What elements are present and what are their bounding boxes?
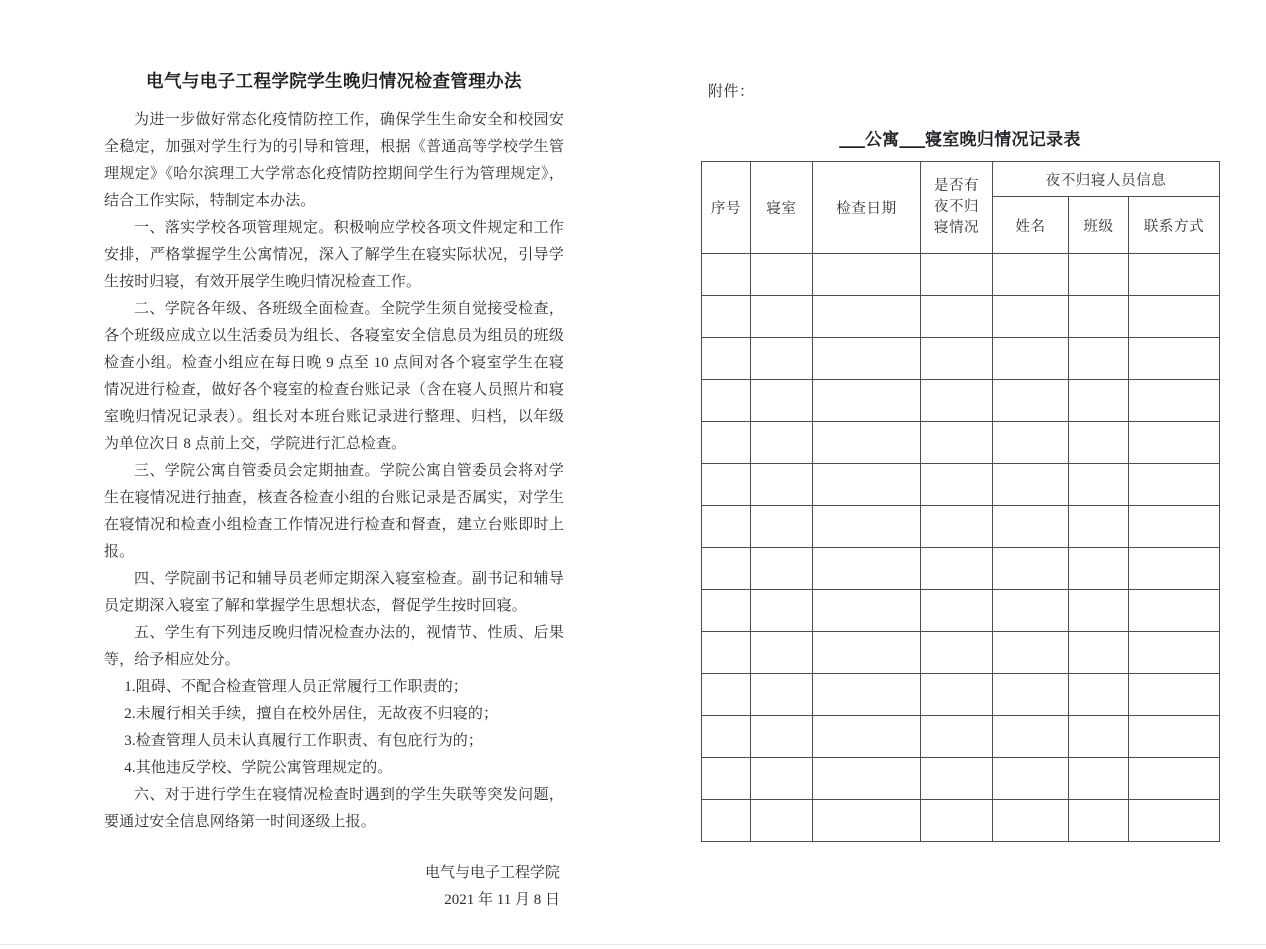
table-cell-class[interactable]	[1069, 422, 1129, 464]
table-cell-room[interactable]	[751, 632, 813, 674]
table-cell-seq[interactable]	[702, 506, 751, 548]
table-cell-class[interactable]	[1069, 716, 1129, 758]
table-row	[702, 464, 1220, 506]
late-return-record-table	[701, 161, 1220, 842]
table-cell-date[interactable]	[813, 254, 921, 296]
table-cell-date[interactable]	[813, 296, 921, 338]
table-header-class: 班级	[1069, 197, 1129, 254]
table-cell-name[interactable]	[993, 590, 1069, 632]
policy-list-item-3: 3.检查管理人员未认真履行工作职责、有包庇行为的；	[124, 733, 484, 749]
table-row	[702, 296, 1220, 338]
document-title: 电气与电子工程学院学生晚归情况检查管理办法	[146, 71, 522, 91]
table-cell-seq[interactable]	[702, 590, 751, 632]
table-cell-seq[interactable]	[702, 296, 751, 338]
form-title-word-apartment: 公寓	[864, 130, 900, 149]
table-cell-seq[interactable]	[702, 422, 751, 464]
form-title-blank-apartment: ___	[839, 130, 865, 149]
table-cell-name[interactable]	[993, 422, 1069, 464]
table-cell-absence-flag[interactable]	[921, 674, 993, 716]
table-cell-absence-flag[interactable]	[921, 800, 993, 842]
table-cell-room[interactable]	[751, 674, 813, 716]
table-cell-name[interactable]	[993, 800, 1069, 842]
policy-paragraph-3: 三、学院公寓自管委员会定期抽查。学院公寓自管委员会将对学生在寝情况进行抽查，核查各检查小组的台账记录是否属实，对学生在寝情况和检查小组检查工作情况进行检查和督查，建立台账即时上报。	[104, 463, 564, 560]
table-cell-class[interactable]	[1069, 254, 1129, 296]
table-cell-room[interactable]	[751, 380, 813, 422]
table-cell-room[interactable]	[751, 296, 813, 338]
table-cell-name[interactable]	[993, 506, 1069, 548]
table-cell-name[interactable]	[993, 380, 1069, 422]
table-cell-room[interactable]	[751, 422, 813, 464]
table-cell-seq[interactable]	[702, 338, 751, 380]
table-cell-name[interactable]	[993, 296, 1069, 338]
policy-list-item-4: 4.其他违反学校、学院公寓管理规定的。	[124, 760, 393, 776]
policy-paragraph-4: 四、学院副书记和辅导员老师定期深入寝室检查。副书记和辅导员定期深入寝室了解和掌握学生思想状态，督促学生按时回寝。	[104, 571, 564, 614]
table-cell-seq[interactable]	[702, 632, 751, 674]
table-cell-seq[interactable]	[702, 464, 751, 506]
table-cell-name[interactable]	[993, 758, 1069, 800]
table-cell-class[interactable]	[1069, 632, 1129, 674]
signature-department: 电气与电子工程学院	[424, 865, 560, 881]
table-cell-contact[interactable]	[1129, 422, 1220, 464]
table-cell-name[interactable]	[993, 632, 1069, 674]
table-cell-contact[interactable]	[1129, 254, 1220, 296]
table-cell-absence-flag[interactable]	[921, 716, 993, 758]
attachment-form-column	[690, 68, 1230, 842]
policy-document-column	[104, 68, 564, 914]
table-cell-room[interactable]	[751, 716, 813, 758]
table-cell-date[interactable]	[813, 338, 921, 380]
table-cell-date[interactable]	[813, 464, 921, 506]
policy-list-item-1: 1.阻碍、不配合检查管理人员正常履行工作职责的；	[124, 679, 468, 695]
table-header	[702, 162, 1220, 254]
table-cell-class[interactable]	[1069, 506, 1129, 548]
form-title-blank-room: ___	[899, 130, 925, 149]
table-cell-room[interactable]	[751, 464, 813, 506]
table-cell-date[interactable]	[813, 548, 921, 590]
table-cell-class[interactable]	[1069, 674, 1129, 716]
table-header-contact: 联系方式	[1129, 197, 1220, 254]
table-cell-contact[interactable]	[1129, 464, 1220, 506]
table-cell-contact[interactable]	[1129, 590, 1220, 632]
table-cell-absence-flag[interactable]	[921, 338, 993, 380]
table-cell-absence-flag[interactable]	[921, 254, 993, 296]
table-cell-date[interactable]	[813, 590, 921, 632]
table-cell-date[interactable]	[813, 758, 921, 800]
table-cell-class[interactable]	[1069, 548, 1129, 590]
table-cell-absence-flag[interactable]	[921, 548, 993, 590]
policy-paragraph-6: 六、对于进行学生在寝情况检查时遇到的学生失联等突发问题，要通过安全信息网络第一时间逐级上报。	[104, 787, 564, 830]
table-cell-absence-flag[interactable]	[921, 296, 993, 338]
table-cell-contact[interactable]	[1129, 758, 1220, 800]
form-title	[690, 125, 1230, 150]
table-cell-class[interactable]	[1069, 590, 1129, 632]
table-cell-date[interactable]	[813, 506, 921, 548]
table-header-name: 姓名	[993, 197, 1069, 254]
table-cell-room[interactable]	[751, 758, 813, 800]
table-cell-absence-flag[interactable]	[921, 422, 993, 464]
table-cell-contact[interactable]	[1129, 296, 1220, 338]
table-row	[702, 548, 1220, 590]
page-bottom-divider	[0, 944, 1266, 945]
table-row	[702, 380, 1220, 422]
table-cell-absence-flag[interactable]	[921, 506, 993, 548]
table-cell-class[interactable]	[1069, 758, 1129, 800]
table-row	[702, 422, 1220, 464]
table-cell-absence-flag[interactable]	[921, 632, 993, 674]
table-header-inspection-date: 检查日期	[813, 162, 921, 254]
table-cell-room[interactable]	[751, 506, 813, 548]
table-header-absentee-info-group: 夜不归寝人员信息	[993, 162, 1220, 197]
table-row	[702, 590, 1220, 632]
policy-paragraph-2: 二、学院各年级、各班级全面检查。全院学生须自觉接受检查，各个班级应成立以生活委员为组长、各寝室安全信息员为组员的班级检查小组。检查小组应在每日晚 9 点至 10 点间对各个寝室学生在寝情况进行检查，做好各个寝室的检查台账记录（含在寝人员照片和寝室晚归情况记录表）。组长对本班台账记录进行整理、归档，以年级为单位次日 8 点前上交，学院进行汇总检查。	[104, 301, 564, 452]
table-cell-seq[interactable]	[702, 716, 751, 758]
table-cell-date[interactable]	[813, 380, 921, 422]
table-cell-absence-flag[interactable]	[921, 380, 993, 422]
table-cell-class[interactable]	[1069, 380, 1129, 422]
table-header-seq: 序号	[702, 162, 751, 254]
table-cell-absence-flag[interactable]	[921, 758, 993, 800]
table-row	[702, 758, 1220, 800]
table-cell-class[interactable]	[1069, 296, 1129, 338]
table-row	[702, 800, 1220, 842]
table-cell-class[interactable]	[1069, 338, 1129, 380]
table-cell-seq[interactable]	[702, 800, 751, 842]
table-row	[702, 674, 1220, 716]
form-title-word-rest: 寝室晚归情况记录表	[924, 130, 1081, 149]
table-cell-room[interactable]	[751, 800, 813, 842]
policy-paragraph-intro: 为进一步做好常态化疫情防控工作，确保学生生命安全和校园安全稳定，加强对学生行为的引导和管理，根据《普通高等学校学生管理规定》《哈尔滨理工大学常态化疫情防控期间学生行为管理规定》，结合工作实际，特制定本办法。	[104, 112, 564, 209]
table-row	[702, 254, 1220, 296]
policy-list-item-2: 2.未履行相关手续，擅自在校外居住，无故夜不归寝的；	[124, 706, 499, 722]
table-header-room: 寝室	[751, 162, 813, 254]
table-cell-room[interactable]	[751, 590, 813, 632]
table-cell-contact[interactable]	[1129, 716, 1220, 758]
table-cell-class[interactable]	[1069, 800, 1129, 842]
table-cell-absence-flag[interactable]	[921, 464, 993, 506]
table-cell-room[interactable]	[751, 254, 813, 296]
table-cell-name[interactable]	[993, 716, 1069, 758]
table-cell-date[interactable]	[813, 674, 921, 716]
table-cell-name[interactable]	[993, 254, 1069, 296]
table-cell-seq[interactable]	[702, 254, 751, 296]
table-row	[702, 338, 1220, 380]
table-cell-name[interactable]	[993, 464, 1069, 506]
table-cell-date[interactable]	[813, 422, 921, 464]
table-header-absence-flag	[921, 162, 993, 254]
table-row	[702, 716, 1220, 758]
table-row	[702, 632, 1220, 674]
table-cell-seq[interactable]	[702, 758, 751, 800]
table-cell-seq[interactable]	[702, 548, 751, 590]
table-cell-absence-flag[interactable]	[921, 590, 993, 632]
table-row	[702, 506, 1220, 548]
table-cell-date[interactable]	[813, 800, 921, 842]
table-cell-date[interactable]	[813, 716, 921, 758]
attachment-label: 附件：	[708, 84, 755, 100]
table-header-absence-flag-line3: 寝情况	[933, 220, 980, 236]
table-cell-seq[interactable]	[702, 380, 751, 422]
table-cell-contact[interactable]	[1129, 632, 1220, 674]
policy-paragraph-5: 五、学生有下列违反晚归情况检查办法的，视情节、性质、后果等，给予相应处分。	[104, 625, 564, 668]
table-cell-name[interactable]	[993, 548, 1069, 590]
table-cell-name[interactable]	[993, 674, 1069, 716]
table-header-absence-flag-line1: 是否有	[933, 178, 980, 194]
table-cell-contact[interactable]	[1129, 800, 1220, 842]
table-cell-contact[interactable]	[1129, 506, 1220, 548]
table-cell-contact[interactable]	[1129, 674, 1220, 716]
table-cell-contact[interactable]	[1129, 380, 1220, 422]
signature-block	[104, 860, 564, 914]
table-cell-class[interactable]	[1069, 464, 1129, 506]
signature-date: 2021 年 11 月 8 日	[444, 892, 560, 908]
table-cell-contact[interactable]	[1129, 548, 1220, 590]
table-header-row-1	[702, 162, 1220, 197]
table-cell-name[interactable]	[993, 338, 1069, 380]
table-cell-contact[interactable]	[1129, 338, 1220, 380]
table-cell-room[interactable]	[751, 338, 813, 380]
table-cell-date[interactable]	[813, 632, 921, 674]
policy-paragraph-1: 一、落实学校各项管理规定。积极响应学校各项文件规定和工作安排，严格掌握学生公寓情况，深入了解学生在寝实际状况，引导学生按时归寝，有效开展学生晚归情况检查工作。	[104, 220, 564, 290]
table-header-absence-flag-line2: 夜不归	[933, 199, 980, 215]
table-body	[702, 254, 1220, 842]
table-cell-room[interactable]	[751, 548, 813, 590]
table-cell-seq[interactable]	[702, 674, 751, 716]
